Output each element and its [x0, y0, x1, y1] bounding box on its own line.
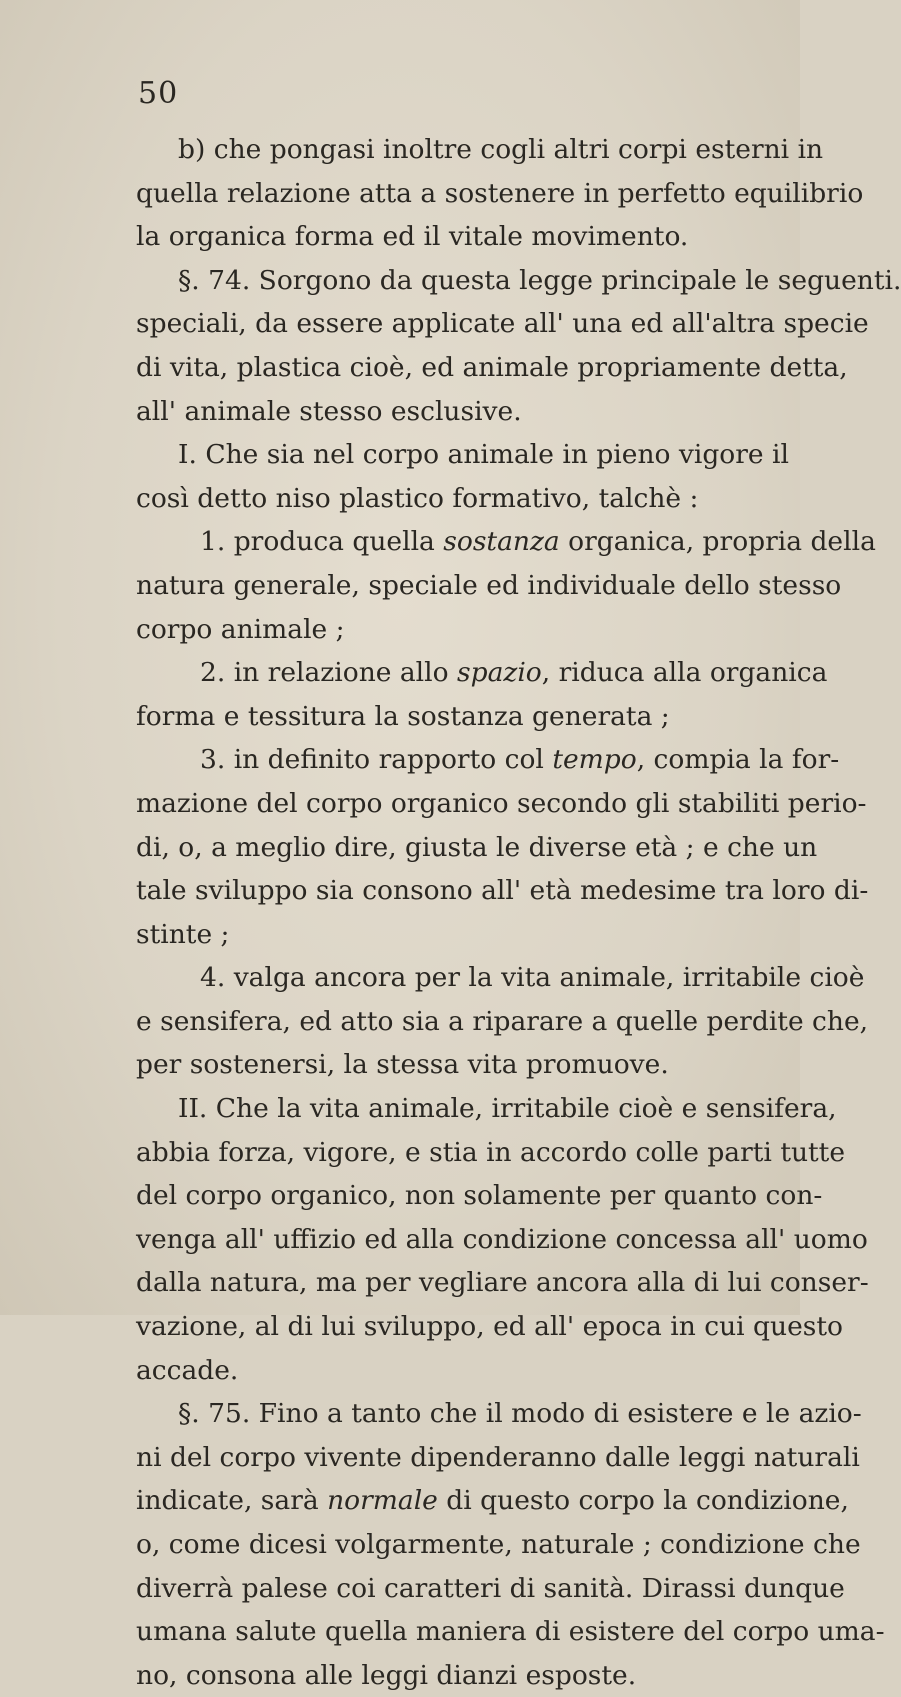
text-line: 2. in relazione allo spazio, riduca alla organica [200, 657, 828, 689]
italic-term: tempo [552, 744, 637, 776]
text-line: b) che pongasi inoltre cogli altri corpi esterni in [178, 134, 824, 165]
text-line: così detto niso plastico formativo, talchè : [136, 482, 699, 514]
text-line: per sostenersi, la stessa vita promuove. [136, 1049, 669, 1081]
text-line: §. 74. Sorgono da questa legge principale le seguenti. [178, 264, 901, 296]
italic-term: normale [327, 1485, 438, 1517]
text-line: quella relazione atta a sostenere in perfetto equilibrio [136, 177, 864, 209]
text-line: mazione del corpo organico secondo gli stabiliti perio- [136, 787, 867, 819]
text-line: speciali, da essere applicate all' una ed all'altra specie [136, 308, 869, 340]
text-line: e sensifera, ed atto sia a riparare a quelle perdite che, [136, 1005, 869, 1037]
text-line: II. Che la vita animale, irritabile cioè e sensifera, [178, 1093, 837, 1125]
italic-term: sostanza [443, 526, 560, 558]
body-text [136, 128, 901, 1697]
text-line: 1. produca quella sostanza organica, propria della [200, 526, 876, 558]
text-line: natura generale, speciale ed individuale dello stesso [136, 569, 842, 601]
text-line: accade. [136, 1354, 239, 1386]
italic-term: spazio [457, 657, 542, 689]
text-line: no, consona alle leggi dianzi esposte. [136, 1659, 637, 1691]
page-number: 50 [138, 76, 179, 111]
text-line: indicate, sarà normale di questo corpo la condizione, [136, 1485, 849, 1517]
text-line: di, o, a meglio dire, giusta le diverse età ; e che un [136, 831, 818, 863]
text-line: o, come dicesi volgarmente, naturale ; condizione che [136, 1529, 861, 1560]
text-line: corpo animale ; [136, 613, 345, 645]
text-line: I. Che sia nel corpo animale in pieno vigore il [178, 439, 789, 471]
text-line: umana salute quella maniera di esistere del corpo uma- [136, 1616, 885, 1648]
text-line: venga all' uffizio ed alla condizione concessa all' uomo [136, 1223, 868, 1255]
text-line: forma e tessitura la sostanza generata ; [136, 700, 670, 732]
text-line: ni del corpo vivente dipenderanno dalle leggi naturali [136, 1441, 860, 1473]
text-line: dalla natura, ma per vegliare ancora alla di lui conser- [136, 1267, 869, 1299]
text-line: del corpo organico, non solamente per quanto con- [136, 1180, 823, 1212]
text-line: di vita, plastica cioè, ed animale propriamente detta, [136, 351, 848, 383]
text-line: abbia forza, vigore, e stia in accordo colle parti tutte [136, 1136, 846, 1168]
text-line: tale sviluppo sia consono all' età medesime tra loro di- [136, 875, 869, 907]
text-line: diverrà palese coi caratteri di sanità. Dirassi dunque [136, 1572, 845, 1604]
text-line: all' animale stesso esclusive. [136, 395, 522, 427]
text-line: 3. in definito rapporto col tempo, compia la for- [200, 744, 840, 776]
text-line: stinte ; [136, 918, 230, 950]
text-line: la organica forma ed il vitale movimento. [136, 221, 689, 253]
text-line: 4. valga ancora per la vita animale, irritabile cioè [200, 962, 865, 994]
text-line: vazione, al di lui sviluppo, ed all' epoca in cui questo [136, 1311, 843, 1343]
text-line: §. 75. Fino a tanto che il modo di esistere e le azio- [178, 1398, 862, 1430]
